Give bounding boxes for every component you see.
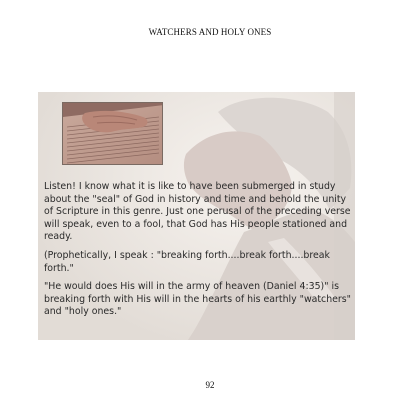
page-title: WATCHERS AND HOLY ONES [148,27,272,37]
paragraph: (Prophetically, I speak : "breaking forth....break forth....break forth." [44,249,330,274]
page-number: 92 [205,380,215,390]
paragraph: Listen! I know what it is like to have been submerged in study about the "seal" of God in history and time and behold the unity of Scripture in this genre. Just one perusal of the preceding verse will speak, even to a fool, that God has His people stationed and ready. [44,181,351,243]
illustration-panel [38,92,355,340]
figure-caption-text [44,181,352,319]
paragraph: "He would does His will in the army of heaven (Daniel 4:35)" is breaking forth with His will in the hearts of his earthly "watchers" and "holy ones." [44,281,351,318]
hands-on-bible-photo [62,102,163,165]
